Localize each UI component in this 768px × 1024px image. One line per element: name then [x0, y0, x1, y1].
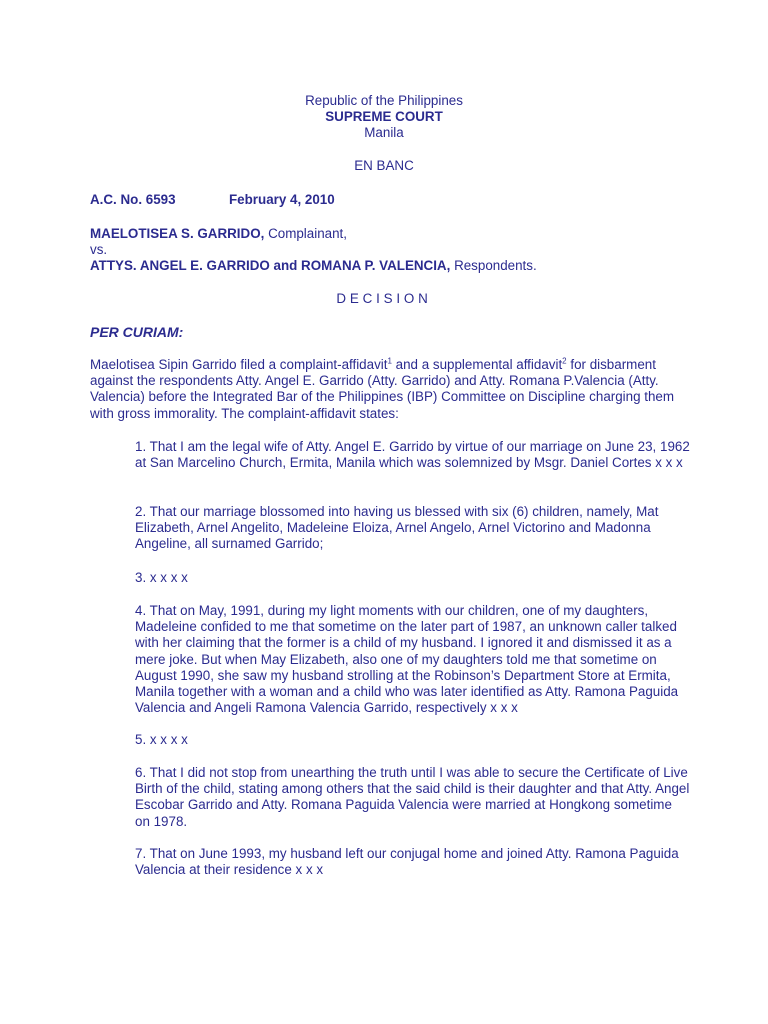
intro-text-2: and a supplemental affidavit — [391, 357, 563, 372]
respondents-role: Respondents. — [454, 258, 537, 273]
intro-paragraph — [90, 357, 680, 422]
list-item: 4. That on May, 1991, during my light moments with our children, one of my daughters, Madeleine confided to me that sometime on the later part of 1987, an unknown caller talked with her claiming that the former is a child of my husband. I ignored it and dismissed it as a mere joke. But when May Elizabeth, also one of my daughters told me that sometime on August 1990, she saw my husband strolling at the Robinson’s Department Store at Ermita, Manila together with a woman and a child who was later identified as Atty. Ramona Paguida Valencia and Angeli Ramona Valencia Garrido, respectively x x x — [135, 603, 679, 716]
respondents-names: ATTYS. ANGEL E. GARRIDO and ROMANA P. VALENCIA, — [90, 258, 451, 273]
decision-title: DECISION — [336, 291, 432, 306]
footnote-ref-1[interactable]: 1 — [387, 356, 392, 366]
intro-text-3: for disbarment against the respondents Atty. Angel E. Garrido (Atty. Garrido) and Atty. Romana P.Valencia (Atty. Valencia) before the Integrated Bar of the Philippines (IBP) Committee on Discipline charging them with gross immorality. The complaint-affidavit states: — [90, 357, 675, 421]
list-item: 7. That on June 1993, my husband left our conjugal home and joined Atty. Ramona Paguida Valencia at their residence x x x — [135, 846, 679, 878]
republic-line: Republic of the Philippines — [305, 93, 463, 108]
list-item: 2. That our marriage blossomed into having us blessed with six (6) children, namely, Mat Elizabeth, Arnel Angelito, Madeleine Eloiza, Arnel Angelo, Arnel Victorino and Madonna Angeline, all surnamed Garrido; — [135, 504, 659, 552]
list-item: 5. x x x x — [135, 732, 188, 747]
complainant-name: MAELOTISEA S. GARRIDO, — [90, 226, 265, 241]
division-label: EN BANC — [354, 158, 414, 173]
complainant-line — [90, 226, 347, 242]
court-name: SUPREME COURT — [325, 109, 443, 124]
case-number: A.C. No. 6593 — [90, 192, 176, 207]
respondents-line — [90, 258, 537, 274]
case-date: February 4, 2010 — [229, 192, 335, 207]
per-curiam-heading: PER CURIAM: — [90, 324, 184, 340]
list-item: 3. x x x x — [135, 570, 188, 585]
list-item: 1. That I am the legal wife of Atty. Angel E. Garrido by virtue of our marriage on June 23, 1962 at San Marcelino Church, Ermita, Manila which was solemnized by Msgr. Daniel Cortes x x x — [135, 439, 690, 471]
versus-label: vs. — [90, 242, 108, 257]
footnote-ref-2[interactable]: 2 — [562, 356, 567, 366]
intro-text-1: Maelotisea Sipin Garrido filed a complaint-affidavit — [90, 357, 388, 372]
court-city: Manila — [364, 125, 404, 140]
list-item: 6. That I did not stop from unearthing the truth until I was able to secure the Certificate of Live Birth of the child, stating among others that the said child is their daughter and that Atty. Angel Escobar Garrido and Atty. Romana Paguida Valencia were married at Hongkong sometime on 1978. — [135, 765, 690, 829]
complainant-role: Complainant, — [268, 226, 347, 241]
